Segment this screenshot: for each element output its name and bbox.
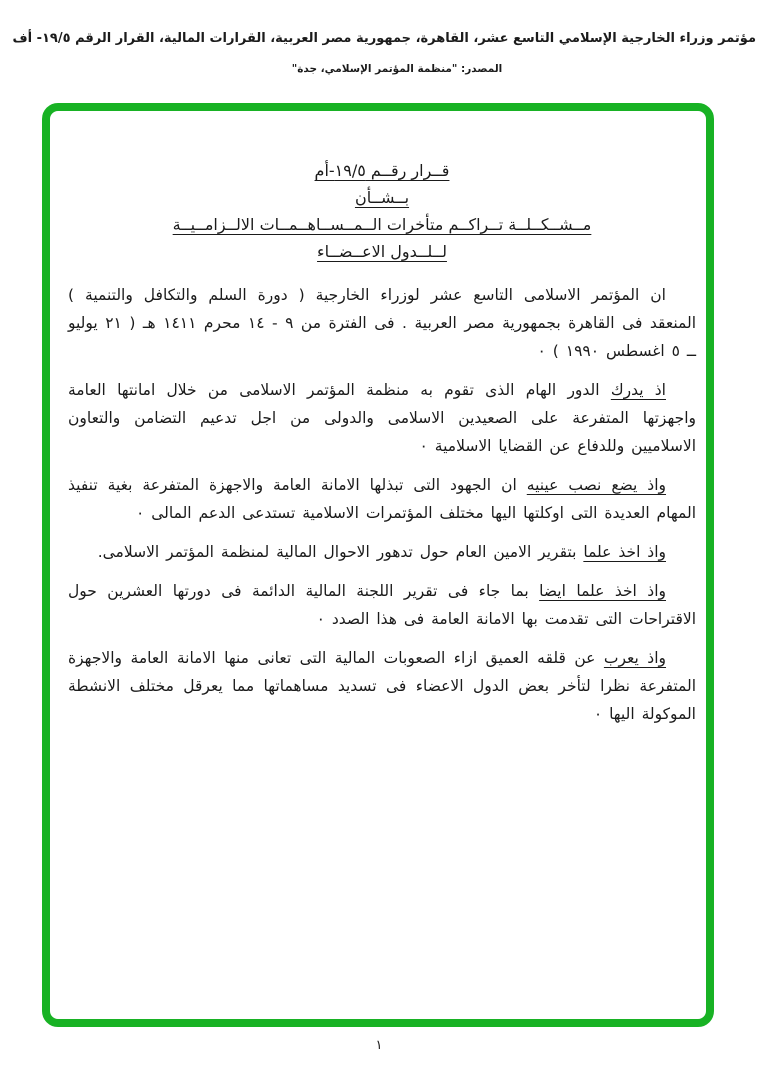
- document-content: [68, 157, 696, 728]
- paragraph: [68, 538, 696, 566]
- paragraph-lead: واذ يعرب: [603, 649, 667, 667]
- paragraph-lead: واذ اخذ علما ايضا: [539, 582, 666, 600]
- paragraph-lead: واذ اخذ علما: [583, 543, 666, 561]
- title-line-member-states: لــلــدول الاعــضــاء: [317, 242, 447, 261]
- paragraph-text: عن قلقه العميق ازاء الصعوبات المالية التى تعانى منها الامانة العامة والاجهزة المتفرعة نظرا لتأخر بعض الدول الاعضاء فى تسديد مساهماتها مما يعرقل مختلف الانشطة الموكولة اليها ٠: [68, 649, 696, 723]
- paragraph: [68, 577, 696, 633]
- paragraph: [68, 281, 696, 365]
- title-line-regarding: بــشــأن: [354, 188, 410, 207]
- title-line-number: قــرار رقــم ١٩/٥-أم: [314, 161, 450, 180]
- header-source-line: المصدر: "منظمة المؤتمر الإسلامي، جدة": [291, 63, 503, 75]
- paragraph: [68, 376, 696, 460]
- paragraph: [68, 471, 696, 527]
- document-border: [42, 103, 714, 1027]
- page-number: ١: [375, 1038, 383, 1053]
- paragraph-text: ان المؤتمر الاسلامى التاسع عشر لوزراء الخارجية ( دورة السلم والتكافل والتنمية ) المنعقد فى القاهرة بجمهورية مصر العربية . فى الفترة من ٩ - ١٤ محرم ١٤١١ هـ ( ٢١ يوليو ــ ٥ اغسطس ١٩٩٠ ) ٠: [68, 286, 697, 360]
- paragraph-lead: واذ يضع نصب عينيه: [526, 476, 667, 494]
- paragraph-text: بما جاء فى تقرير اللجنة المالية الدائمة فى دورتها العشرين حول الاقتراحات التى تقدمت بها الامانة العامة فى هذا الصدد ٠: [68, 582, 696, 628]
- paragraph-lead: اذ يدرك: [610, 381, 666, 399]
- paragraph-text: ان الجهود التى تبذلها الامانة العامة والاجهزة المتفرعة بغية تنفيذ المهام العديدة التى اوكلتها اليها مختلف المؤتمرات الاسلامية تستدعى الدعم المالى ٠: [68, 476, 696, 522]
- paragraph-text: بتقرير الامين العام حول تدهور الاحوال المالية لمنظمة المؤتمر الاسلامى.: [97, 543, 584, 561]
- resolution-title-block: [68, 157, 696, 265]
- header-title-line: مؤتمر وزراء الخارجية الإسلامي التاسع عشر، القاهرة، جمهورية مصر العربية، القرارات المالية، القرار الرقم ١٩/٥- أف: [12, 31, 756, 46]
- paragraph: [68, 644, 696, 728]
- title-line-subject: مــشــكــلــة تــراكــم متأخرات الــمــســاهــمــات الالــزامــيــة: [172, 215, 592, 234]
- paragraph-text: الدور الهام الذى تقوم به منظمة المؤتمر الاسلامى من خلال امانتها العامة واجهزتها المتفرعة على الصعيدين الاسلامى والدولى من اجل تدعيم التضامن والتعاون الاسلاميين وللدفاع عن القضايا الاسلامية ٠: [68, 381, 696, 455]
